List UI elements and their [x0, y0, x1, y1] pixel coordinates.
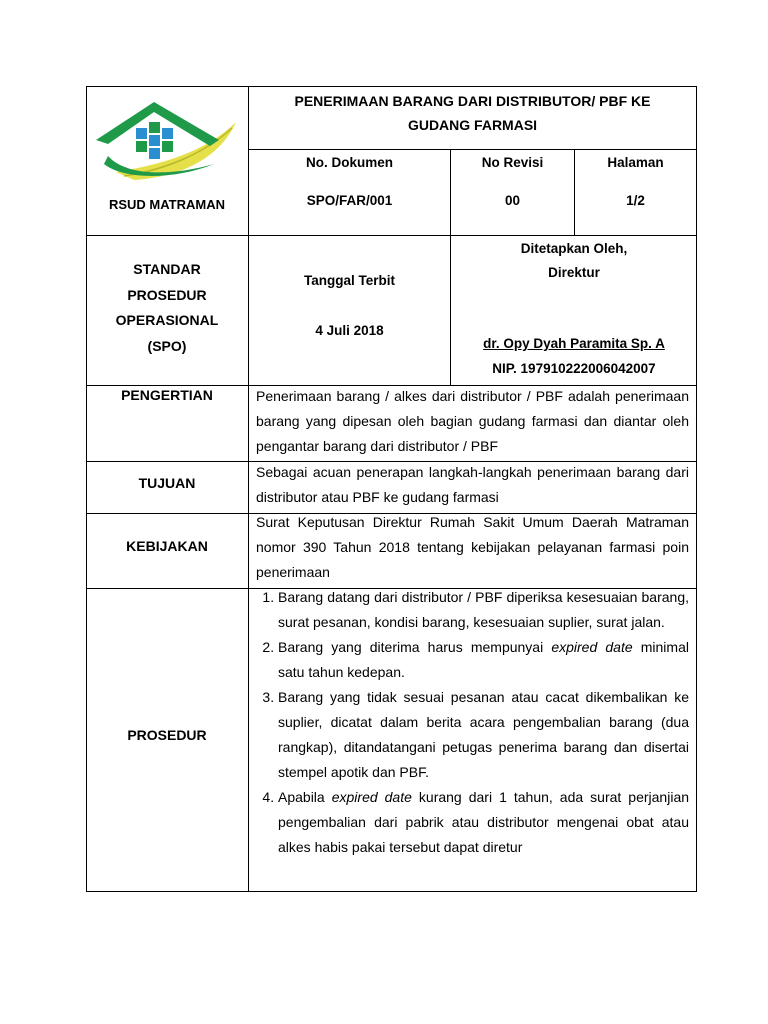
- approved-by-line-2: Direktur: [548, 265, 600, 280]
- doc-number-value: SPO/FAR/001: [306, 193, 393, 208]
- header-bottom: [86, 235, 697, 236]
- border-top: [86, 86, 697, 87]
- title-line-2: GUDANG FARMASI: [407, 117, 538, 133]
- approval-block: [451, 237, 697, 285]
- step-4-italic: expired date: [331, 789, 412, 805]
- kebijakan-text: Surat Keputusan Direktur Rumah Sakit Umum Daerah Matraman nomor 390 Tahun 2018 tentang kebijakan pelayanan farmasi poin penerimaan: [256, 514, 689, 580]
- prosedur-step-3: [278, 685, 689, 785]
- page-value: 1/2: [626, 193, 645, 208]
- director-name: dr. Opy Dyah Paramita Sp. A: [483, 336, 665, 351]
- tujuan-text: Sebagai acuan penerapan langkah-langkah penerimaan barang dari distributor atau PBF ke gudang farmasi: [256, 464, 689, 505]
- prosedur-steps: [256, 585, 689, 860]
- spo-label-line-4: (SPO): [147, 337, 187, 354]
- tujuan-label: TUJUAN: [138, 475, 196, 491]
- spo-document: [86, 86, 697, 892]
- border-bottom: [86, 891, 697, 892]
- step-3-text: Barang yang tidak sesuai pesanan atau cacat dikembalikan ke suplier, dicatat dalam berita acara pengembalian barang (dua rangkap), ditandatangani petugas penerima barang dan disertai stempel apotik dan PBF.: [278, 689, 689, 780]
- prosedur-step-1: [278, 585, 689, 635]
- issue-date-value: 4 Juli 2018: [315, 323, 384, 338]
- title-divider: [248, 149, 697, 150]
- title-line-1: PENERIMAAN BARANG DARI DISTRIBUTOR/ PBF KE: [294, 93, 651, 109]
- doc-number-label: No. Dokumen: [305, 155, 393, 170]
- border-right: [696, 86, 697, 892]
- hospital-logo: [94, 94, 244, 189]
- issue-date-label: Tanggal Terbit: [304, 273, 395, 288]
- prosedur-step-4: [278, 785, 689, 860]
- spo-label-line-1: STANDAR: [133, 261, 201, 277]
- step-2-text-after: minimal satu tahun kedepan.: [278, 639, 689, 680]
- revision-label: No Revisi: [481, 155, 544, 170]
- document-title: [249, 89, 696, 137]
- step-4-text-before: Apabila: [278, 789, 332, 805]
- step-4-text-after: kurang dari 1 tahun, ada surat perjanjian pengembalian dari pabrik atau distributor mengenai obat atau alkes habis pakai tersebut dapat diretur: [278, 789, 690, 855]
- pengertian-label: PENGERTIAN: [121, 387, 213, 403]
- revision-value: 00: [504, 193, 521, 208]
- director-nip: NIP. 197910222006042007: [492, 361, 656, 376]
- step-2-text-before: Barang yang diterima harus mempunyai: [278, 639, 552, 655]
- step-2-italic: expired date: [551, 639, 633, 655]
- prosedur-label: PROSEDUR: [127, 727, 207, 743]
- page-label: Halaman: [607, 155, 664, 170]
- kebijakan-label: KEBIJAKAN: [126, 538, 208, 554]
- hospital-name: RSUD MATRAMAN: [108, 197, 226, 212]
- approved-by-line-1: Ditetapkan Oleh,: [520, 241, 628, 256]
- spo-label-line-3: OPERASIONAL: [115, 312, 219, 328]
- spo-label-line-2: PROSEDUR: [127, 286, 207, 303]
- step-1-text: Barang datang dari distributor / PBF diperiksa kesesuaian barang, surat pesanan, kondisi barang, kesesuaian suplier, surat jalan.: [278, 589, 689, 630]
- pengertian-text: Penerimaan barang / alkes dari distributor / PBF adalah penerimaan barang yang dipesan oleh bagian gudang farmasi dan diantar oleh pengantar barang dari distributor / PBF: [256, 388, 689, 454]
- prosedur-step-2: [278, 635, 689, 685]
- spo-label: [86, 257, 248, 359]
- prosedur-list-container: [256, 585, 689, 860]
